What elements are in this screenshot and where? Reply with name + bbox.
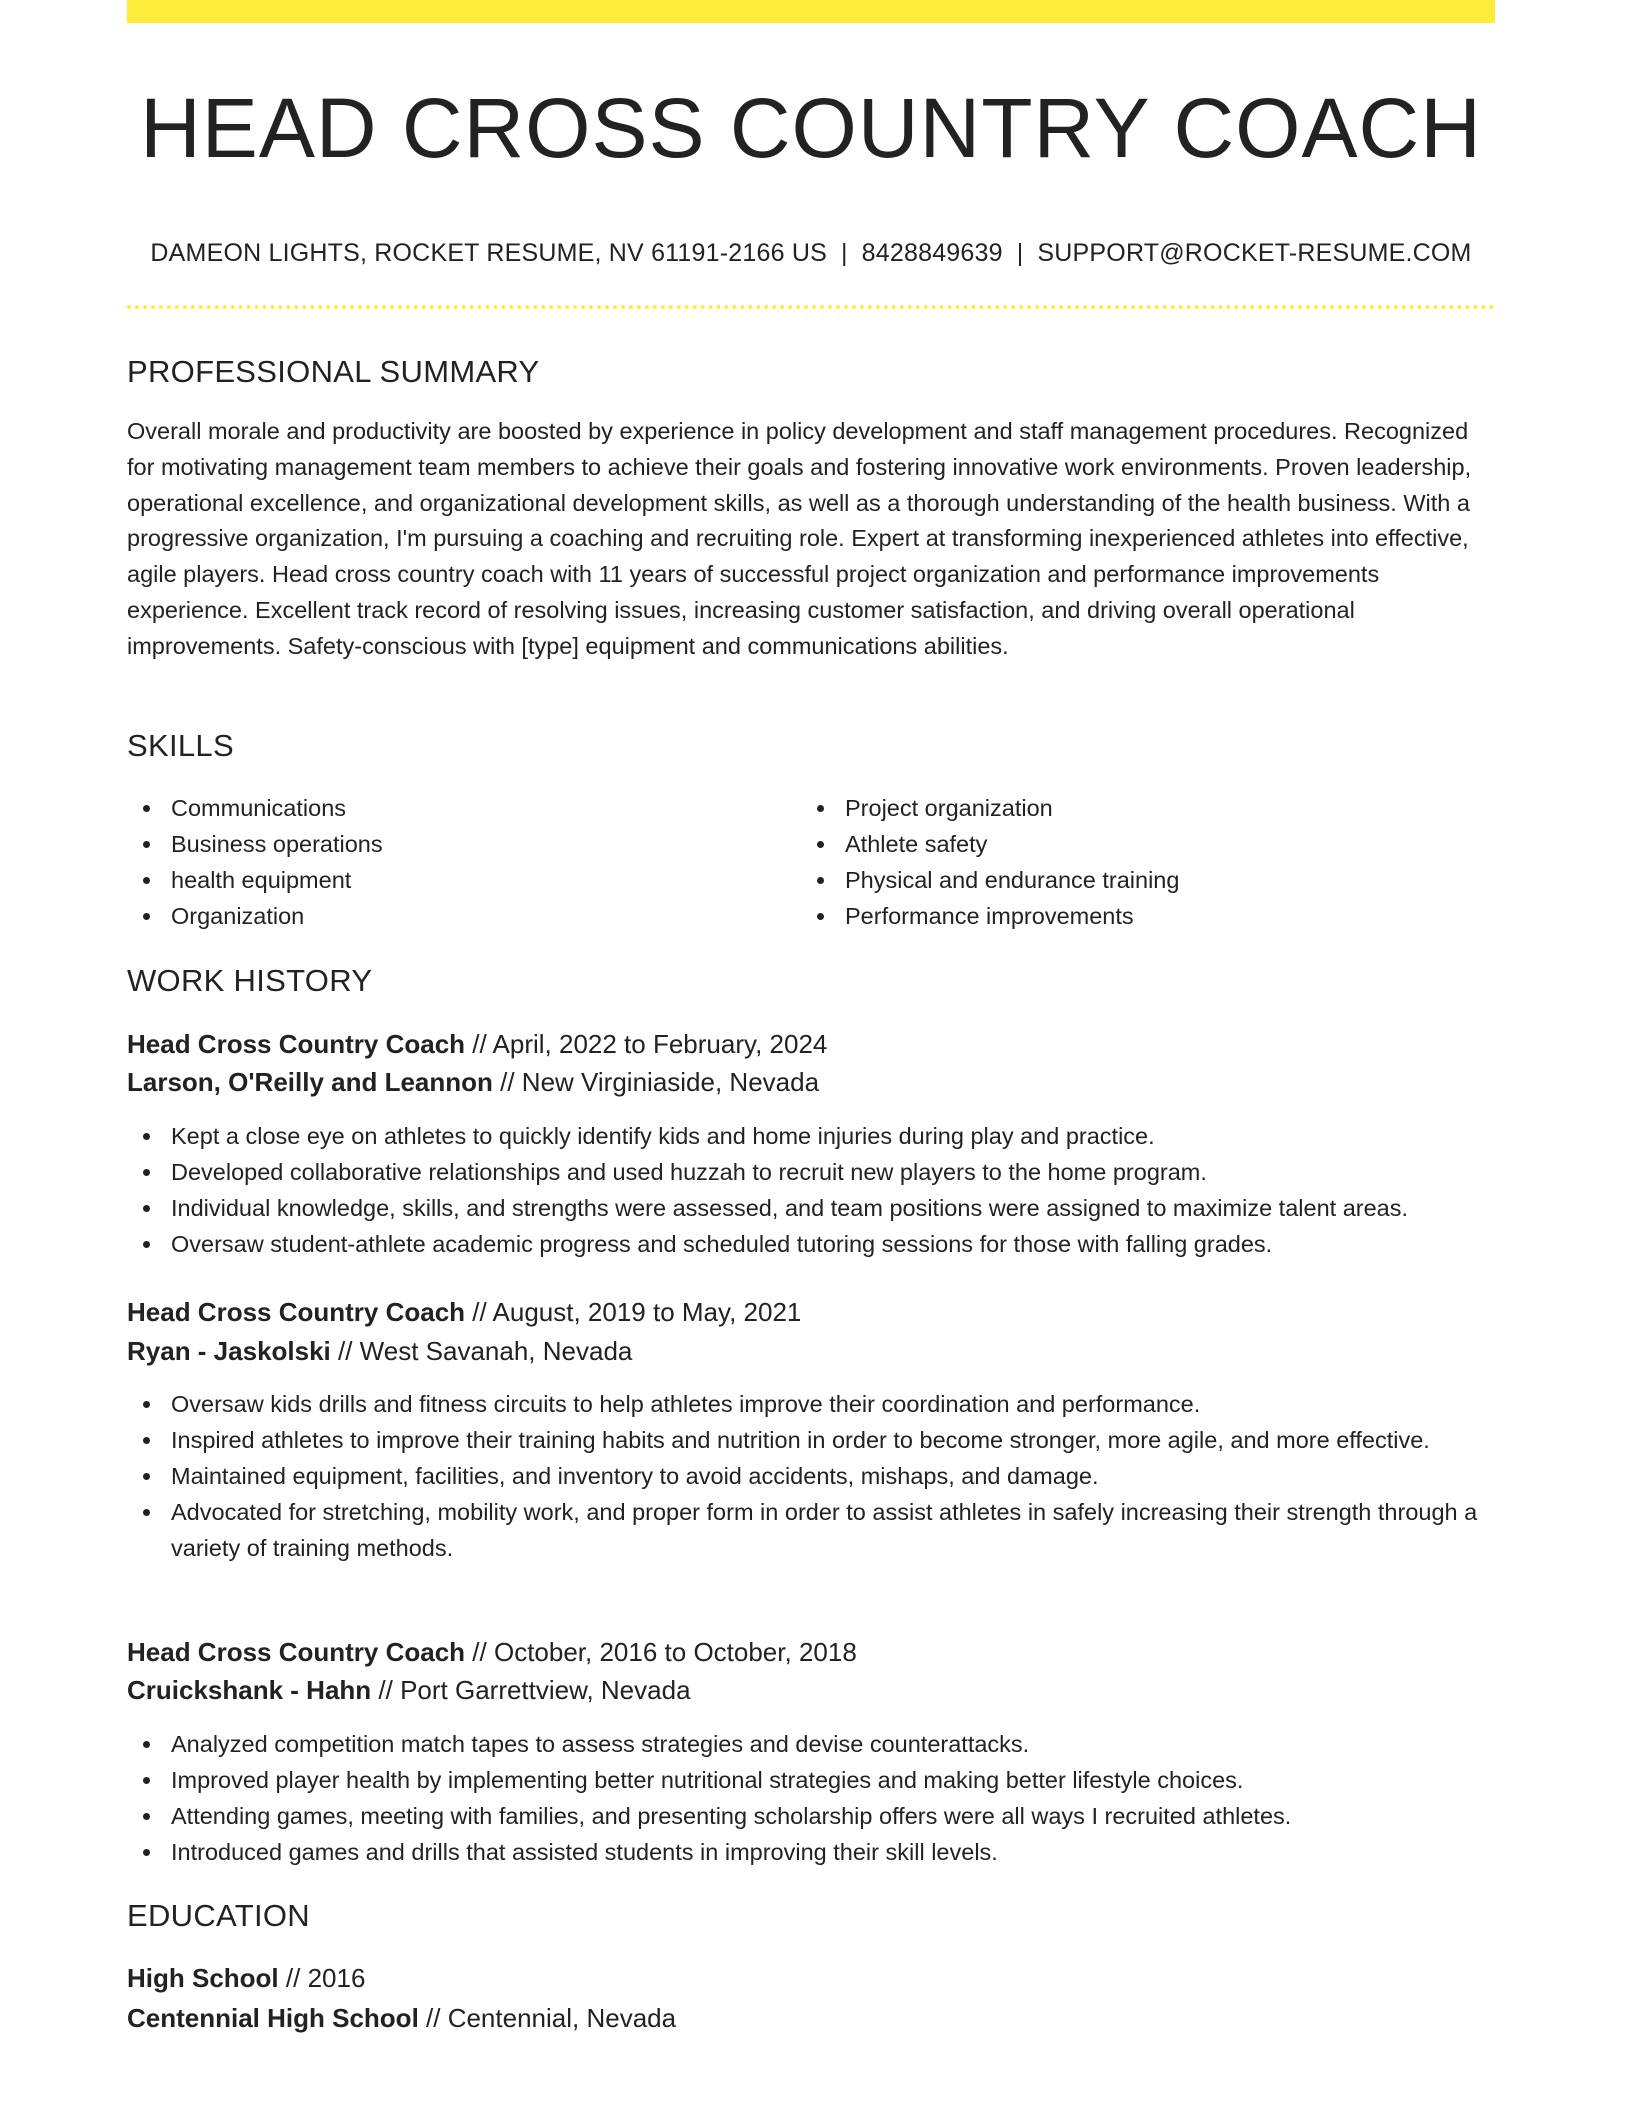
- job-title-line: [127, 1026, 827, 1062]
- job-location: // Port Garrettview, Nevada: [371, 1675, 691, 1705]
- contact-phone: 8428849639: [861, 239, 1003, 267]
- contact-separator: |: [840, 239, 848, 267]
- section-heading-work-history: WORK HISTORY: [127, 963, 373, 998]
- job-dates: // April, 2022 to February, 2024: [465, 1029, 828, 1059]
- list-item: Inspired athletes to improve their training habits and nutrition in order to become stronger, more agile, and more effective.: [127, 1422, 1495, 1458]
- job-company-line: [127, 1333, 632, 1369]
- summary-text: Overall morale and productivity are boosted by experience in policy development and staff management procedures. Recognized for motivating management team members to achieve their goals and fostering innovative work environments. Proven leadership, operational excellence, and organizational development skills, as well as a thorough understanding of the health business. With a progressive organization, I'm pursuing a coaching and recruiting role. Expert at transforming inexperienced athletes into effective, agile players. Head cross country coach with 11 years of successful project organization and performance improvements experience. Excellent track record of resolving issues, increasing customer satisfaction, and driving overall operational improvements. Safety-conscious with [type] equipment and communications abilities.: [127, 418, 1472, 659]
- skill-item: Organization: [127, 898, 801, 934]
- skill-item: Performance improvements: [801, 898, 1475, 934]
- skills-column-right: [801, 790, 1475, 934]
- contact-separator: |: [1016, 239, 1024, 267]
- list-item: Individual knowledge, skills, and strengths were assessed, and team positions were assigned to maximize talent areas.: [127, 1190, 1495, 1226]
- education-degree-line: [127, 1960, 365, 1996]
- job-bullets: [127, 1386, 1495, 1566]
- skills-list: [127, 790, 1495, 934]
- education-location: // Centennial, Nevada: [418, 2003, 677, 2033]
- contact-email: SUPPORT@ROCKET-RESUME.COM: [1037, 239, 1472, 267]
- list-item: Introduced games and drills that assisted students in improving their skill levels.: [127, 1834, 1495, 1870]
- job-company-line: [127, 1064, 819, 1100]
- list-item: Attending games, meeting with families, and presenting scholarship offers were all ways I recruited athletes.: [127, 1798, 1495, 1834]
- job-bullets: [127, 1118, 1495, 1262]
- resume-title: HEAD CROSS COUNTRY COACH: [140, 81, 1482, 175]
- job-bullets: [127, 1726, 1495, 1870]
- job-company: Ryan - Jaskolski: [127, 1336, 331, 1366]
- list-item: Developed collaborative relationships and used huzzah to recruit new players to the home program.: [127, 1154, 1495, 1190]
- list-item: Improved player health by implementing better nutritional strategies and making better lifestyle choices.: [127, 1762, 1495, 1798]
- education-school: Centennial High School: [127, 2003, 419, 2033]
- list-item: Oversaw student-athlete academic progress and scheduled tutoring sessions for those with falling grades.: [127, 1226, 1495, 1262]
- education-degree: High School: [127, 1963, 279, 1993]
- list-item: Analyzed competition match tapes to assess strategies and devise counterattacks.: [127, 1726, 1495, 1762]
- job-title-line: [127, 1294, 801, 1330]
- job-title: Head Cross Country Coach: [127, 1029, 466, 1059]
- skill-item: health equipment: [127, 862, 801, 898]
- job-dates: // August, 2019 to May, 2021: [465, 1297, 802, 1327]
- list-item: Advocated for stretching, mobility work, and proper form in order to assist athletes in safely increasing their strength through a variety of training methods.: [127, 1494, 1495, 1566]
- dotted-divider: [127, 305, 1495, 309]
- section-heading-summary: PROFESSIONAL SUMMARY: [127, 354, 540, 389]
- job-location: // West Savanah, Nevada: [330, 1336, 633, 1366]
- accent-top-bar: [127, 0, 1495, 23]
- list-item: Kept a close eye on athletes to quickly identify kids and home injuries during play and practice.: [127, 1118, 1495, 1154]
- resume-page: [127, 0, 1495, 2112]
- job-dates: // October, 2016 to October, 2018: [465, 1637, 857, 1667]
- skill-item: Communications: [127, 790, 801, 826]
- job-company: Larson, O'Reilly and Leannon: [127, 1067, 493, 1097]
- skill-item: Project organization: [801, 790, 1475, 826]
- skill-item: Physical and endurance training: [801, 862, 1475, 898]
- job-location: // New Virginiaside, Nevada: [492, 1067, 820, 1097]
- contact-line: [127, 236, 1495, 270]
- section-heading-education: EDUCATION: [127, 1898, 310, 1933]
- section-heading-skills: SKILLS: [127, 728, 234, 763]
- skill-item: Business operations: [127, 826, 801, 862]
- education-year: // 2016: [278, 1963, 366, 1993]
- job-company: Cruickshank - Hahn: [127, 1675, 372, 1705]
- job-title: Head Cross Country Coach: [127, 1637, 466, 1667]
- contact-address: DAMEON LIGHTS, ROCKET RESUME, NV 61191-2166 US: [150, 239, 827, 267]
- skills-column-left: [127, 790, 801, 934]
- education-school-line: [127, 2000, 676, 2036]
- job-title: Head Cross Country Coach: [127, 1297, 466, 1327]
- job-company-line: [127, 1672, 691, 1708]
- skill-item: Athlete safety: [801, 826, 1475, 862]
- job-title-line: [127, 1634, 857, 1670]
- list-item: Maintained equipment, facilities, and inventory to avoid accidents, mishaps, and damage.: [127, 1458, 1495, 1494]
- list-item: Oversaw kids drills and fitness circuits to help athletes improve their coordination and performance.: [127, 1386, 1495, 1422]
